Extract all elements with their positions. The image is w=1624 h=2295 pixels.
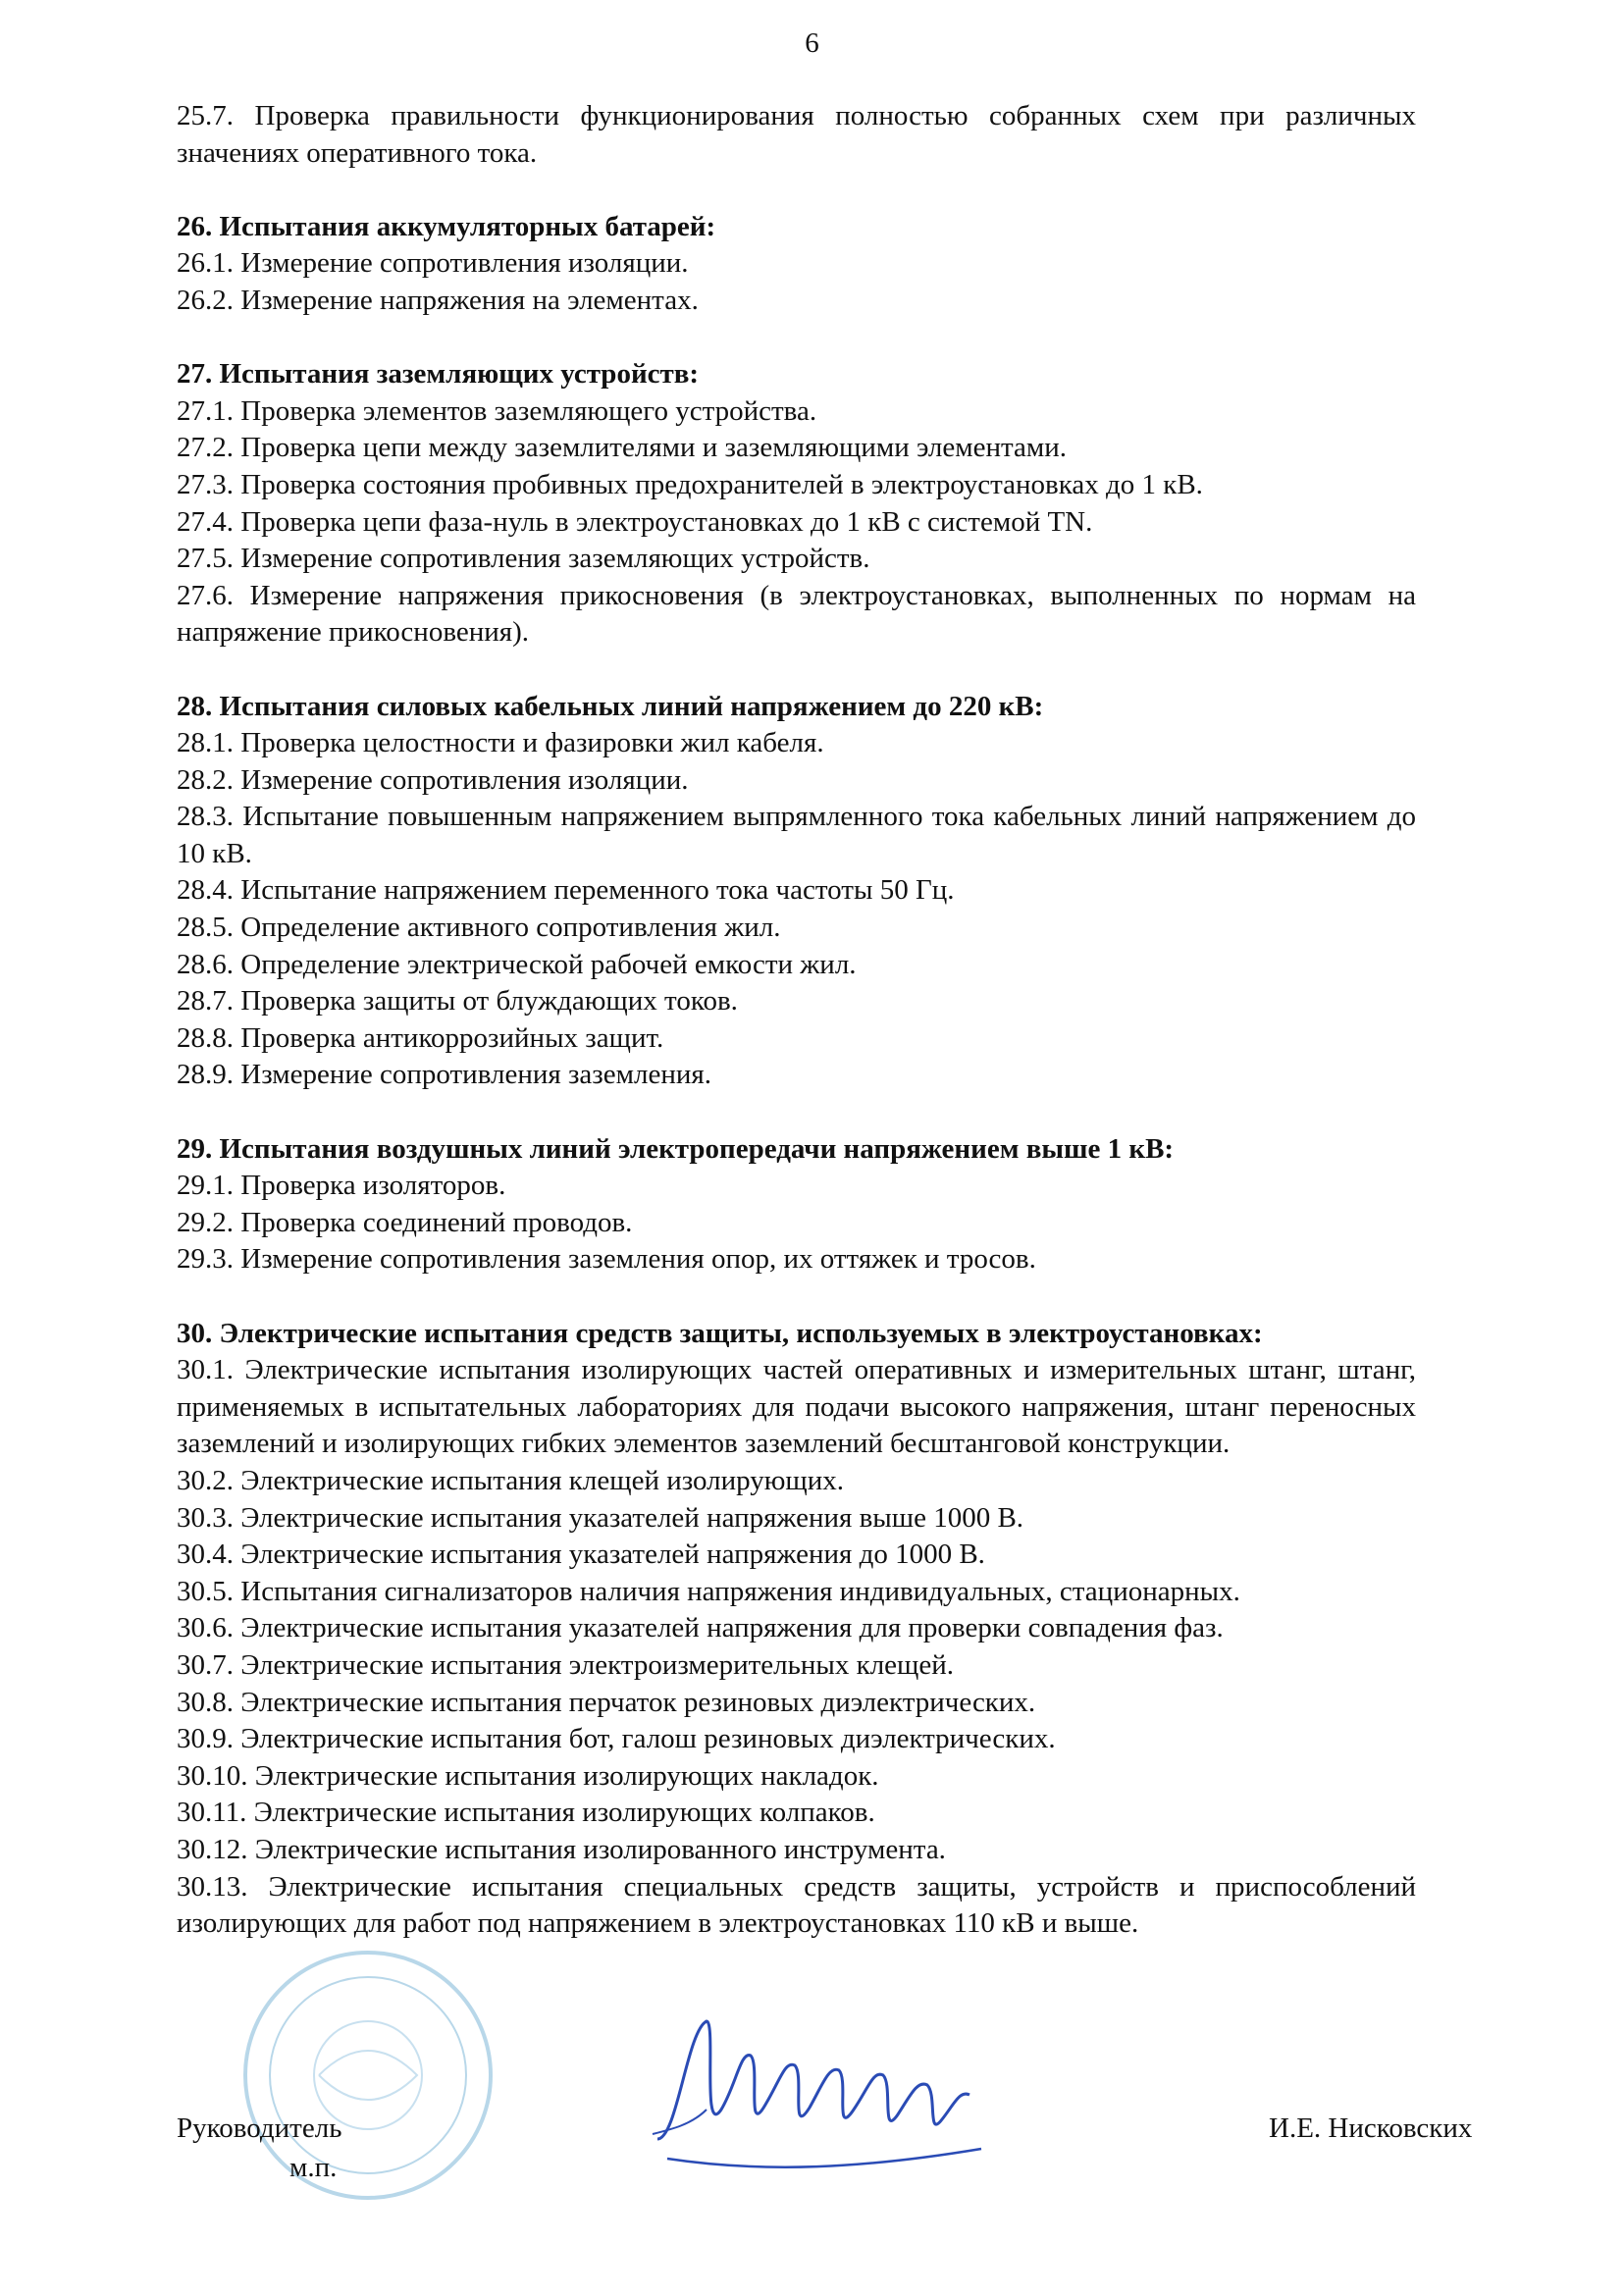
list-item: 28.3. Испытание повышенным напряжением выпрямленного тока кабельных линий напряжением до 10 кВ. xyxy=(177,801,1416,869)
list-item: 27.6. Измерение напряжения прикосновения (в электроустановках, выполненных по нормам на напряжение прикосновения). xyxy=(177,579,1416,649)
list-item: 28.4. Испытание напряжением переменного тока частоты 50 Гц. xyxy=(177,874,955,907)
paragraph-gap xyxy=(177,1278,1416,1316)
list-item: 29.2. Проверка соединений проводов. xyxy=(177,1206,633,1238)
list-item: 28.6. Определение электрической рабочей емкости жил. xyxy=(177,948,857,980)
list-item: 25.7. Проверка правильности функционирования полностью собранных схем при различных значениях оперативного тока. xyxy=(177,100,1416,169)
list-item: 28.8. Проверка антикоррозийных защит. xyxy=(177,1021,664,1054)
list-item: 30.6. Электрические испытания указателей напряжения для проверки совпадения фаз. xyxy=(177,1612,1224,1644)
page-number: 6 xyxy=(805,27,819,59)
list-item: 30.1. Электрические испытания изолирующих частей оперативных и измерительных штанг, штанг, применяемых в испытательных лабораториях для подачи высокого напряжения, штанг переносных заземлений и изолирующих гибких элементов заземлений бесштанговой конструкции. xyxy=(177,1354,1416,1460)
list-item: 30.7. Электрические испытания электроизмерительных клещей. xyxy=(177,1648,955,1681)
list-item: 28.7. Проверка защиты от блуждающих токов. xyxy=(177,985,738,1017)
list-item: 30.4. Электрические испытания указателей напряжения до 1000 В. xyxy=(177,1539,985,1571)
section-heading: 28. Испытания силовых кабельных линий напряжением до 220 кВ: xyxy=(177,690,1044,722)
list-item: 28.5. Определение активного сопротивления жил. xyxy=(177,912,781,944)
section-heading: 30. Электрические испытания средств защиты, используемых в электроустановках: xyxy=(177,1317,1263,1349)
signature-icon xyxy=(648,1992,1001,2217)
signatory-name: И.Е. Нисковских xyxy=(1269,2112,1473,2144)
list-item: 30.3. Электрические испытания указателей напряжения выше 1000 В. xyxy=(177,1501,1024,1534)
paragraph-gap xyxy=(177,320,1416,357)
list-item: 29.1. Проверка изоляторов. xyxy=(177,1170,506,1202)
list-item: 26.1. Измерение сопротивления изоляции. xyxy=(177,247,689,280)
list-item: 30.2. Электрические испытания клещей изолирующих. xyxy=(177,1464,845,1496)
section-heading: 26. Испытания аккумуляторных батарей: xyxy=(177,210,716,242)
list-item: 30.5. Испытания сигнализаторов наличия напряжения индивидуальных, стационарных. xyxy=(177,1575,1240,1607)
list-item: 27.4. Проверка цепи фаза-нуль в электроустановках до 1 кВ с системой TN. xyxy=(177,505,1093,538)
list-item: 27.5. Измерение сопротивления заземляющих устройств. xyxy=(177,543,870,575)
list-item: 30.13. Электрические испытания специальных средств защиты, устройств и приспособлений изолирующих для работ под напряжением в электроустановках 110 кВ и выше. xyxy=(177,1870,1416,1940)
list-item: 27.2. Проверка цепи между заземлителями и заземляющими элементами. xyxy=(177,432,1068,464)
list-item: 27.1. Проверка элементов заземляющего устройства. xyxy=(177,394,817,427)
list-item: 30.9. Электрические испытания бот, галош резиновых диэлектрических. xyxy=(177,1723,1056,1755)
stamp-seal-icon xyxy=(172,1948,564,2203)
list-item: 30.10. Электрические испытания изолирующих накладок. xyxy=(177,1759,879,1792)
list-item: 28.2. Измерение сопротивления изоляции. xyxy=(177,763,689,796)
list-item: 29.3. Измерение сопротивления заземления опор, их оттяжек и тросов. xyxy=(177,1243,1036,1276)
list-item: 30.8. Электрические испытания перчаток резиновых диэлектрических. xyxy=(177,1686,1036,1718)
paragraph-gap xyxy=(177,172,1416,209)
section-heading: 29. Испытания воздушных линий электропередачи напряжением выше 1 кВ: xyxy=(177,1132,1175,1165)
section-heading: 27. Испытания заземляющих устройств: xyxy=(177,358,700,391)
document-body xyxy=(177,98,1416,1943)
stamp-label: м.п. xyxy=(289,2152,338,2183)
list-item: 27.3. Проверка состояния пробивных предохранителей в электроустановках до 1 кВ. xyxy=(177,468,1203,500)
position-label: Руководитель xyxy=(177,2112,342,2144)
list-item: 26.2. Измерение напряжения на элементах. xyxy=(177,284,699,316)
paragraph-gap xyxy=(177,652,1416,689)
list-item: 28.9. Измерение сопротивления заземления. xyxy=(177,1059,711,1091)
list-item: 28.1. Проверка целостности и фазировки жил кабеля. xyxy=(177,727,824,759)
list-item: 30.11. Электрические испытания изолирующих колпаков. xyxy=(177,1797,875,1829)
list-item: 30.12. Электрические испытания изолированного инструмента. xyxy=(177,1833,946,1865)
paragraph-gap xyxy=(177,1094,1416,1131)
